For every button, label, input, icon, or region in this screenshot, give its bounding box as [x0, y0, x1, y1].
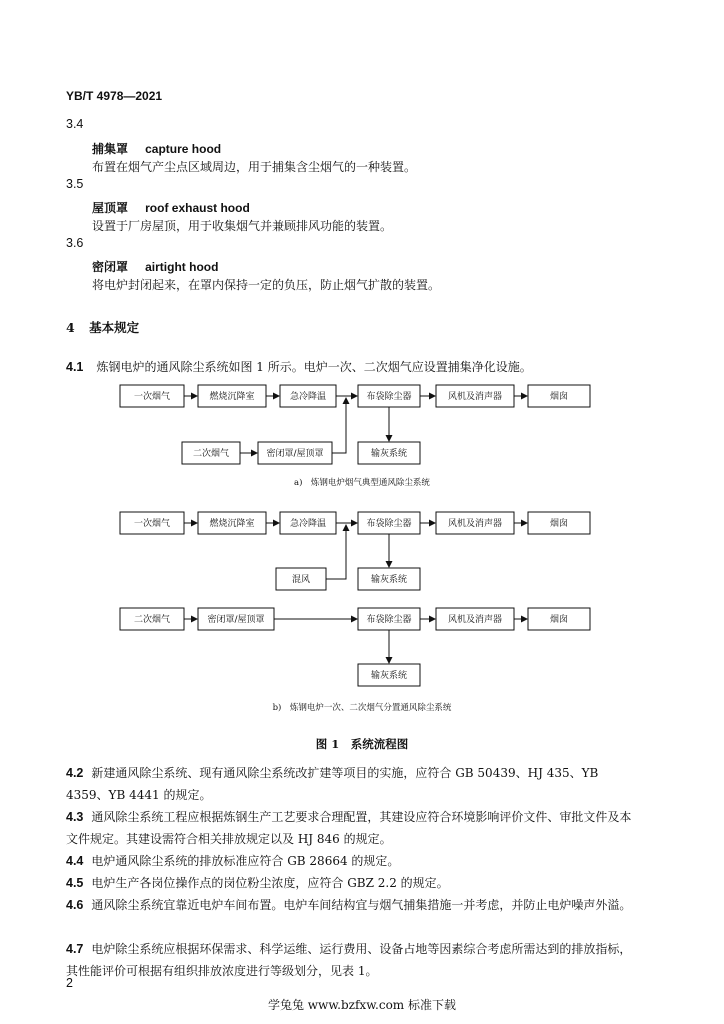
- box-label: 烟囱: [549, 519, 569, 529]
- box-label: 风机及消声器: [447, 392, 503, 402]
- clause-number: 4.5: [66, 876, 84, 890]
- term-zh: 捕集罩: [92, 142, 129, 156]
- clause-text: 电炉生产各岗位操作点的岗位粉尘浓度，应符合 GBZ 2.2 的规定。: [91, 876, 449, 890]
- box-label: 烟囱: [549, 615, 569, 625]
- box-label: 烟囱: [549, 392, 569, 402]
- box-label: 一次烟气: [133, 392, 171, 402]
- diagram-b: [120, 512, 590, 686]
- box-label: 密闭罩/屋顶罩: [266, 449, 324, 459]
- figure-title: 图 1 系统流程图: [315, 737, 409, 751]
- clause-text: 通风除尘系统工程应根据炼钢生产工艺要求合理配置，其建设应符合环境影响评价文件、审批文件及本文件规定。其建设需符合相关排放规定以及 HJ 846 的规定。: [66, 810, 632, 846]
- box-label: 风机及消声器: [447, 519, 503, 529]
- term-definition: 将电炉封闭起来，在罩内保持一定的负压，防止烟气扩散的装置。: [92, 278, 441, 292]
- section-number: 4: [66, 320, 75, 335]
- box-label: 急冷降温: [289, 519, 327, 529]
- box-label: 二次烟气: [192, 449, 230, 459]
- box-label: 布袋除尘器: [366, 519, 412, 529]
- download-watermark: 学兔兔 www.bzfxw.com 标准下载: [267, 998, 457, 1012]
- subfigure-caption-b: b) 炼钢电炉一次、二次烟气分置通风除尘系统: [272, 703, 452, 713]
- box-label: 输灰系统: [370, 575, 408, 585]
- box-label: 混风: [291, 575, 311, 585]
- box-label: 急冷降温: [289, 392, 327, 402]
- term-number: 3.4: [66, 117, 84, 131]
- clause-number: 4.3: [66, 810, 84, 824]
- term-definition: 布置在烟气产尘点区域周边，用于捕集含尘烟气的一种装置。: [92, 160, 417, 174]
- term-en: capture hood: [145, 142, 222, 156]
- clause-number: 4.6: [66, 898, 84, 912]
- section-title: 基本规定: [89, 320, 140, 335]
- box-label: 输灰系统: [370, 671, 408, 681]
- term-zh: 屋顶罩: [92, 201, 129, 215]
- term-number: 3.6: [66, 236, 84, 250]
- clause-text: 电炉通风除尘系统的排放标准应符合 GB 28664 的规定。: [91, 854, 400, 868]
- box-label: 二次烟气: [133, 615, 171, 625]
- clause-4-4: [66, 850, 632, 872]
- box-label: 输灰系统: [370, 449, 408, 459]
- clause-text: 炼钢电炉的通风除尘系统如图 1 所示。电炉一次、二次烟气应设置捕集净化设施。: [96, 360, 532, 374]
- clause-number: 4.7: [66, 942, 84, 956]
- term-definition: 设置于厂房屋顶，用于收集烟气并兼顾排风功能的装置。: [92, 219, 393, 233]
- box-label: 燃烧沉降室: [209, 392, 255, 402]
- clause-number: 4.2: [66, 766, 84, 780]
- term-number: 3.5: [66, 177, 84, 191]
- term-en: airtight hood: [145, 260, 219, 274]
- clause-4-3: [66, 806, 632, 850]
- clause-number: 4.4: [66, 854, 84, 868]
- box-label: 燃烧沉降室: [209, 519, 255, 529]
- clause-text: 电炉除尘系统应根据环保需求、科学运维、运行费用、设备占地等因素综合考虑所需达到的排放指标，其性能评价可根据有组织排放浓度进行等级划分，见表 1。: [66, 942, 632, 978]
- clause-4-5: [66, 872, 632, 894]
- subfigure-caption-a: a) 炼钢电炉烟气典型通风除尘系统: [294, 478, 430, 488]
- clause-number: 4.1: [66, 360, 84, 374]
- box-label: 密闭罩/屋顶罩: [207, 615, 265, 625]
- box-label: 一次烟气: [133, 519, 171, 529]
- clause-4-2: [66, 762, 632, 806]
- term-zh: 密闭罩: [92, 260, 129, 274]
- box-label: 布袋除尘器: [366, 615, 412, 625]
- diagram-a: [120, 385, 590, 464]
- box-label: 风机及消声器: [447, 615, 503, 625]
- clause-4-6: [66, 894, 632, 916]
- clause-text: 新建通风除尘系统、现有通风除尘系统改扩建等项目的实施，应符合 GB 50439、HJ 435、YB 4359、YB 4441 的规定。: [66, 766, 599, 802]
- page-number: 2: [66, 976, 73, 990]
- term-en: roof exhaust hood: [145, 201, 250, 215]
- box-label: 布袋除尘器: [366, 392, 412, 402]
- clause-text: 通风除尘系统宜靠近电炉车间布置。电炉车间结构宜与烟气捕集措施一并考虑，并防止电炉噪声外溢。: [91, 898, 632, 912]
- clause-4-7: [66, 938, 632, 982]
- standard-number: YB/T 4978—2021: [66, 89, 163, 103]
